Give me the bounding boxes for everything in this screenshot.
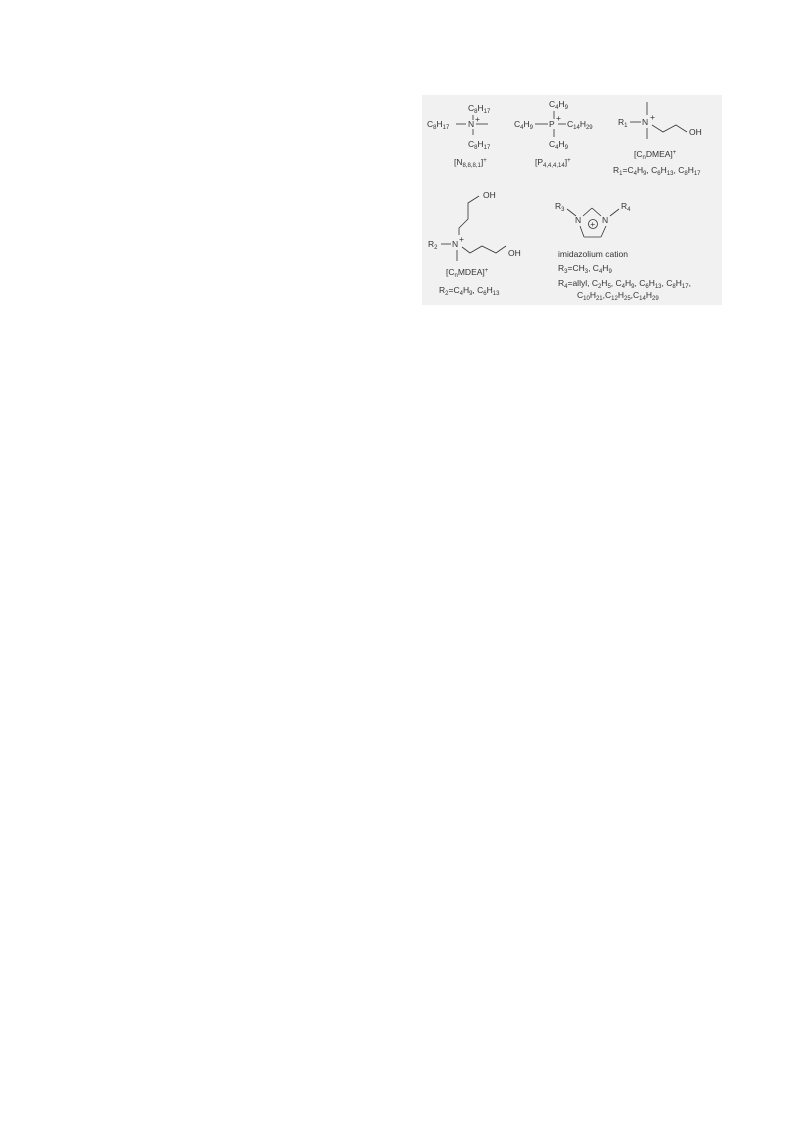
structure-n8881 — [427, 103, 491, 169]
imidazolium-r4-substituents-line1: $R_4=allyl$, $C_2H_5$, $C_4H_9$, $C_6H_{13}$, $C_8H_{17}$, — [558, 278, 691, 290]
ionic-liquid-cations-figure — [422, 95, 722, 305]
cndmea-charge: + — [650, 112, 655, 122]
n8881-top-group: $C_8H_{17}$ — [468, 103, 491, 115]
p44414-top-group: $C_4H_9$ — [549, 99, 568, 111]
imidazolium-ring-bond-5 — [601, 226, 606, 237]
imidazolium-ring-bond-2 — [592, 208, 601, 216]
n8881-left-group: $C_8H_{17}$ — [427, 119, 450, 131]
imidazolium-r4-substituents-line2: $C_{10}H_{21},C_{12}H_{25},C_{14}H_{29}$ — [577, 290, 659, 302]
cndmea-substituents: $R_1=C_4H_9$, $C_6H_{13}$, $C_8H_{17}$ — [613, 165, 701, 177]
p44414-center-atom: P — [549, 119, 555, 129]
imidazolium-r3-substituents: $R_3=CH_3$, $C_4H_9$ — [558, 263, 612, 275]
p44414-bottom-group: $C_4H_9$ — [549, 139, 568, 151]
cndmea-ethanol-chain — [652, 125, 687, 132]
p44414-charge: + — [556, 113, 561, 123]
cnmdea-r2: $R_2$ — [428, 239, 438, 251]
cnmdea-charge: + — [459, 234, 464, 244]
imidazolium-n1: N — [575, 215, 582, 225]
cation-structures-diagram — [422, 95, 722, 305]
p44414-left-group: $C_4H_9$ — [514, 119, 533, 131]
cndmea-oh: OH — [689, 127, 702, 137]
p44414-right-group: $C_{14}H_{29}$ — [567, 119, 593, 131]
cndmea-center-atom: N — [642, 117, 649, 127]
structure-imidazolium — [555, 201, 691, 302]
structure-p44414 — [514, 99, 593, 169]
p44414-label: $[P_{4,4,4,14}]^+$ — [535, 157, 571, 169]
n8881-center-atom: N — [468, 119, 475, 129]
cndmea-label: $[C_nDMEA]^+$ — [634, 149, 677, 161]
imidazolium-r3: $R_3$ — [555, 201, 565, 213]
cnmdea-substituents: $R_2=C_4H_9$, $C_6H_{13}$ — [439, 285, 500, 297]
cnmdea-right-chain — [462, 246, 506, 253]
cnmdea-oh-top: OH — [483, 190, 496, 200]
imidazolium-bond-r4 — [610, 209, 619, 216]
cnmdea-center-atom: N — [452, 239, 459, 249]
imidazolium-n3: N — [602, 215, 609, 225]
cnmdea-oh-right: OH — [508, 248, 521, 258]
imidazolium-charge: + — [590, 219, 596, 229]
n8881-charge: + — [475, 114, 480, 124]
n8881-label: $[N_{8,8,8,1}]^+$ — [454, 157, 487, 169]
imidazolium-label: imidazolium cation — [558, 249, 628, 259]
cnmdea-upper-chain — [459, 196, 479, 235]
structure-cndmea — [613, 102, 702, 177]
imidazolium-ring-bond-1 — [583, 208, 592, 216]
imidazolium-r4: $R_4$ — [621, 201, 631, 213]
cnmdea-label: $[C_nMDEA]^+$ — [446, 267, 489, 279]
cndmea-r1: $R_1$ — [618, 117, 628, 129]
structure-cnmdea — [428, 190, 521, 297]
imidazolium-ring-bond-3 — [580, 226, 584, 237]
n8881-bottom-group: $C_8H_{17}$ — [468, 139, 491, 151]
